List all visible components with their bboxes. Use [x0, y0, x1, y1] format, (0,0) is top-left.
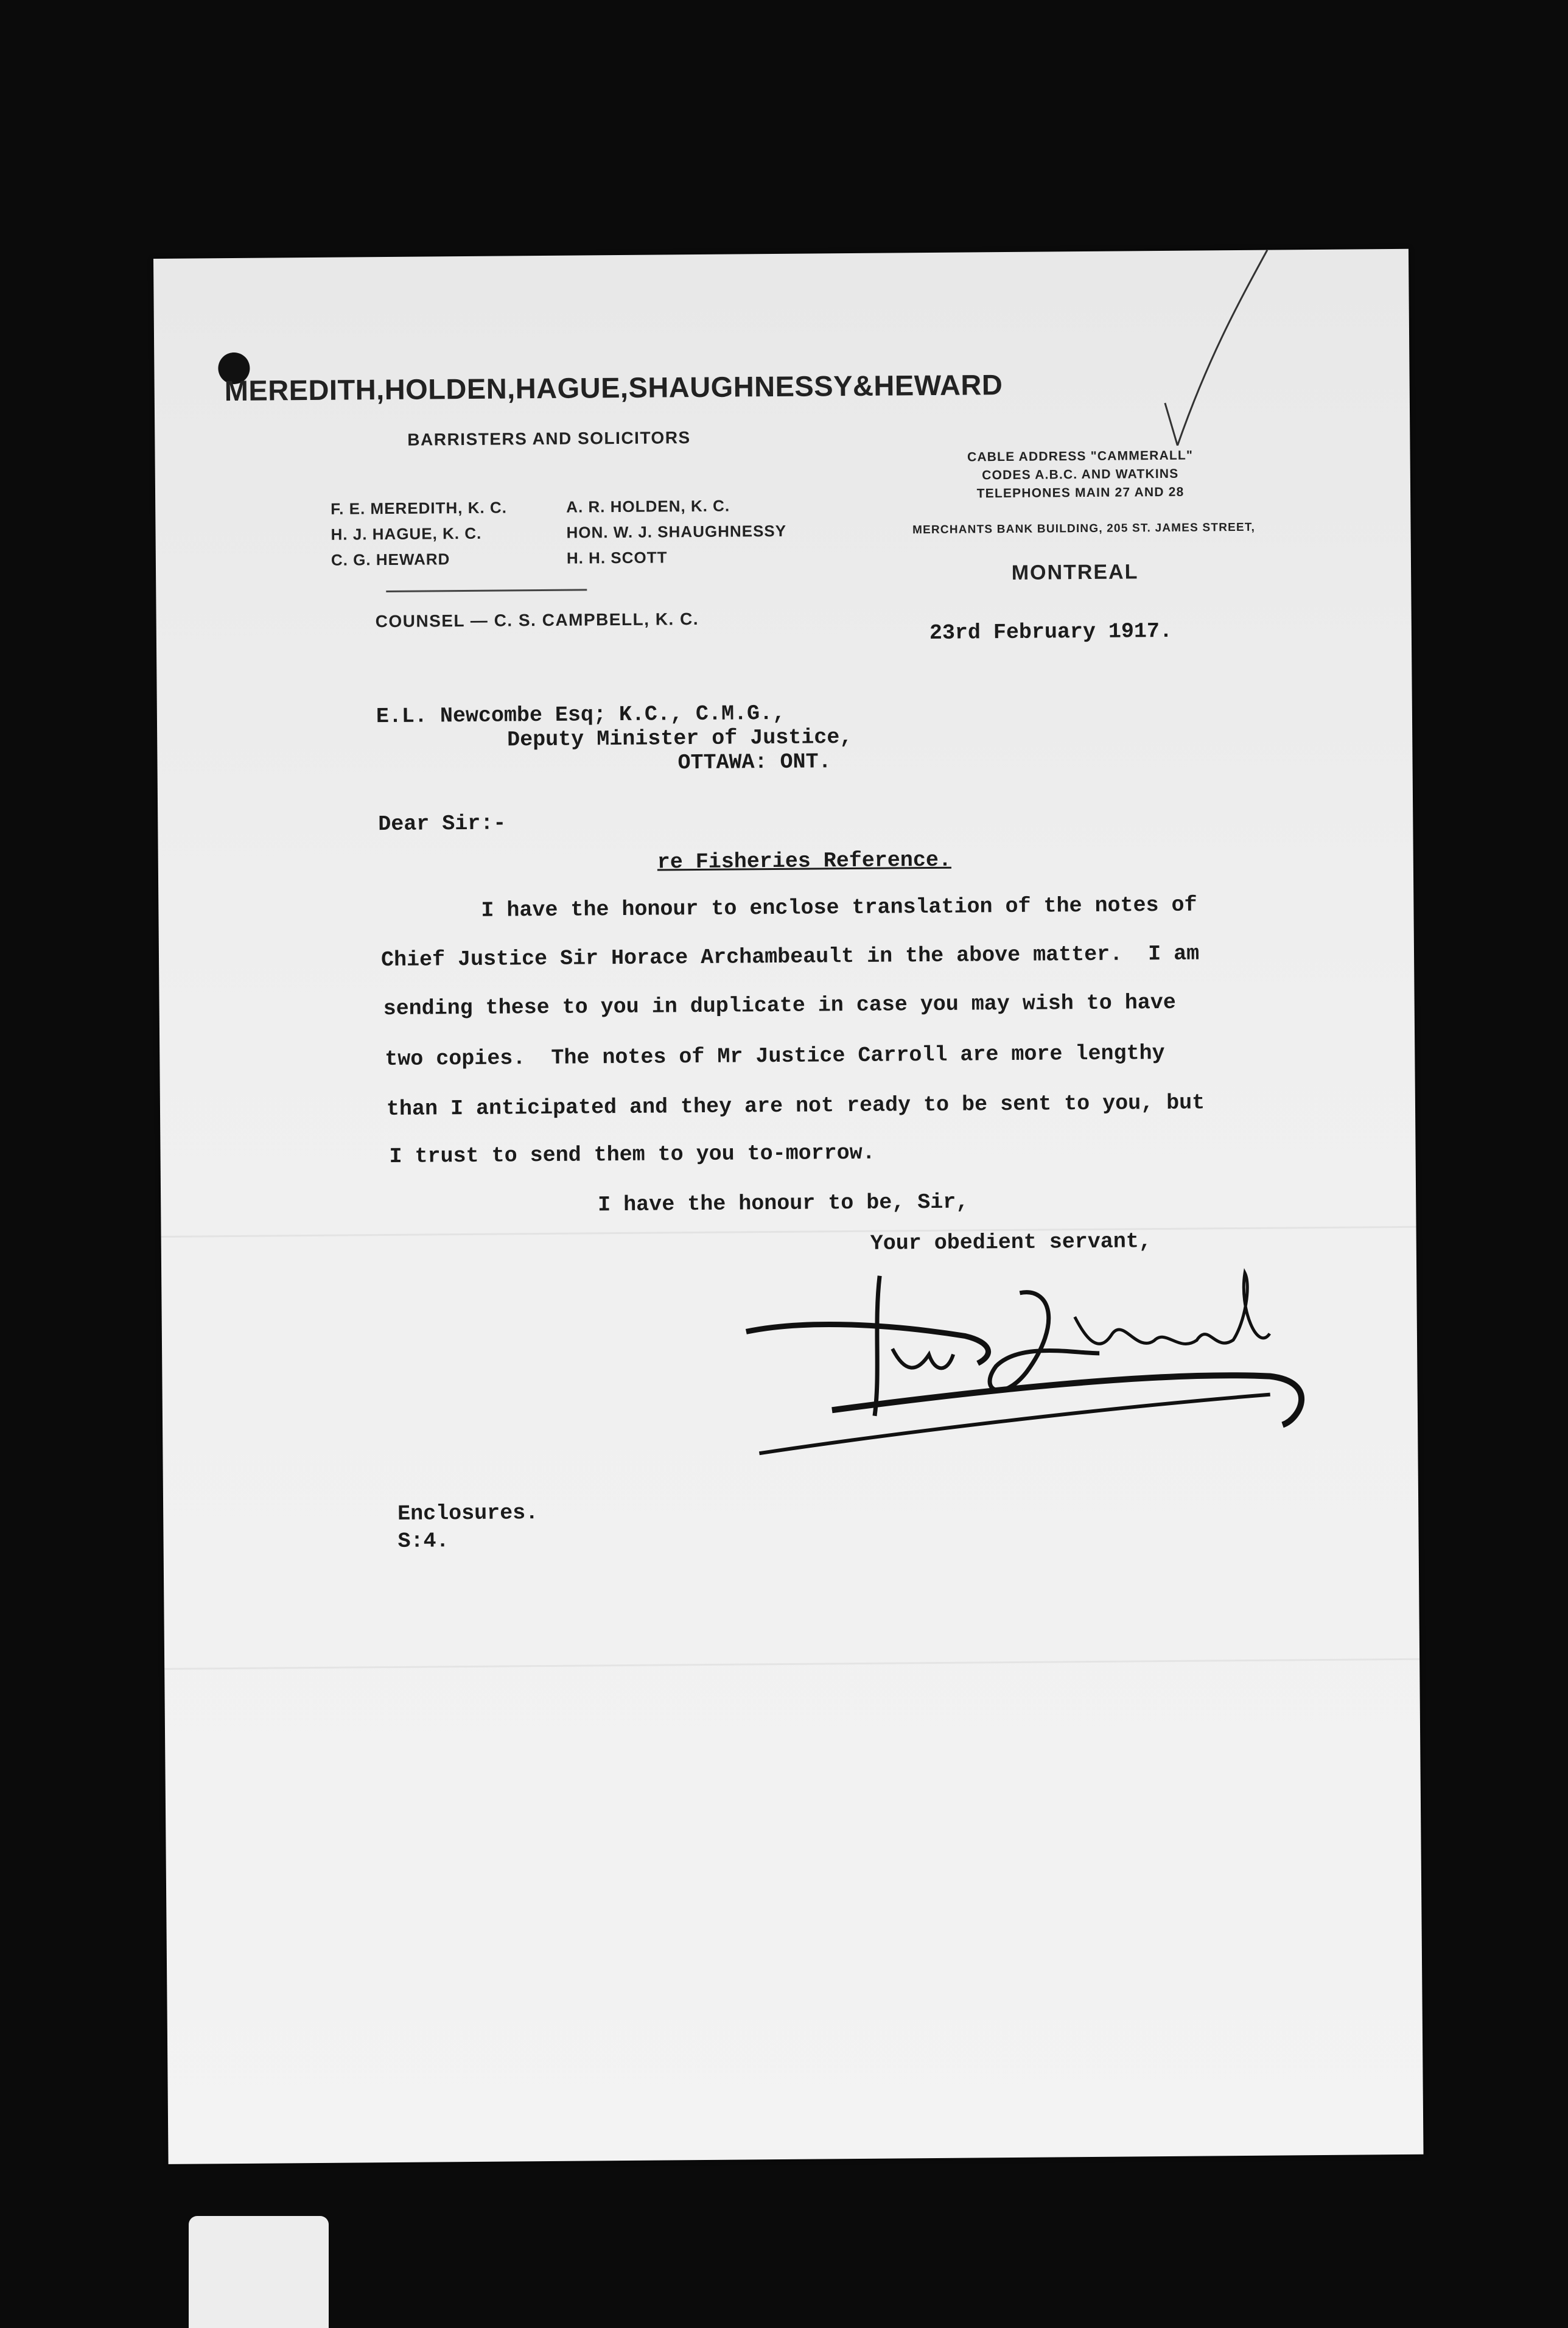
fold-line	[161, 1226, 1416, 1238]
partner-name: C. G. HEWARD	[331, 550, 450, 569]
partner-name: H. H. SCOTT	[566, 548, 668, 567]
partner-name: HON. W. J. SHAUGHNESSY	[566, 521, 787, 542]
salutation: Dear Sir:-	[378, 811, 506, 837]
telephones-line: TELEPHONES MAIN 27 AND 28	[976, 485, 1185, 501]
fold-line	[164, 1658, 1419, 1670]
letter-page	[153, 249, 1424, 2164]
recipient-line: Deputy Minister of Justice,	[507, 725, 853, 752]
reference-code: S:4.	[397, 1529, 449, 1554]
closing-line: Your obedient servant,	[870, 1229, 1152, 1256]
check-mark-icon	[1115, 250, 1275, 452]
cable-address: CABLE ADDRESS "CAMMERALL"	[967, 448, 1194, 465]
building-address: MERCHANTS BANK BUILDING, 205 ST. JAMES STREET,	[912, 521, 1256, 537]
letter-date: 23rd February 1917.	[929, 619, 1173, 646]
firm-name: MEREDITH,HOLDEN,HAGUE,SHAUGHNESSY&HEWARD	[224, 368, 1003, 407]
body-line: than I anticipated and they are not ready to be sent to you, but	[386, 1090, 1205, 1122]
signature	[733, 1248, 1344, 1472]
partner-name: A. R. HOLDEN, K. C.	[566, 496, 730, 516]
partner-name: F. E. MEREDITH, K. C.	[331, 498, 508, 518]
recipient-line: OTTAWA: ONT.	[677, 749, 831, 776]
counsel-line: COUNSEL — C. S. CAMPBELL, K. C.	[375, 609, 699, 631]
codes-line: CODES A.B.C. AND WATKINS	[982, 466, 1179, 483]
film-corner-tab	[189, 2216, 329, 2328]
body-line: I have the honour to enclose translation of the notes of	[481, 892, 1197, 923]
enclosures-note: Enclosures.	[397, 1501, 539, 1526]
body-line: I trust to send them to you to-morrow.	[389, 1140, 875, 1169]
body-line: two copies. The notes of Mr Justice Carroll are more lengthy	[385, 1040, 1165, 1072]
divider-rule	[386, 589, 587, 592]
subject-line: re Fisheries Reference.	[657, 847, 952, 875]
city-name: MONTREAL	[1011, 560, 1139, 584]
recipient-line: E.L. Newcombe Esq; K.C., C.M.G.,	[376, 701, 786, 729]
body-line: Chief Justice Sir Horace Archambeault in the above matter. I am	[380, 941, 1200, 973]
partner-name: H. J. HAGUE, K. C.	[331, 524, 482, 544]
firm-subtitle: BARRISTERS AND SOLICITORS	[407, 428, 691, 449]
closing-line: I have the honour to be, Sir,	[598, 1190, 969, 1218]
body-line: sending these to you in duplicate in case you may wish to have	[383, 990, 1177, 1022]
